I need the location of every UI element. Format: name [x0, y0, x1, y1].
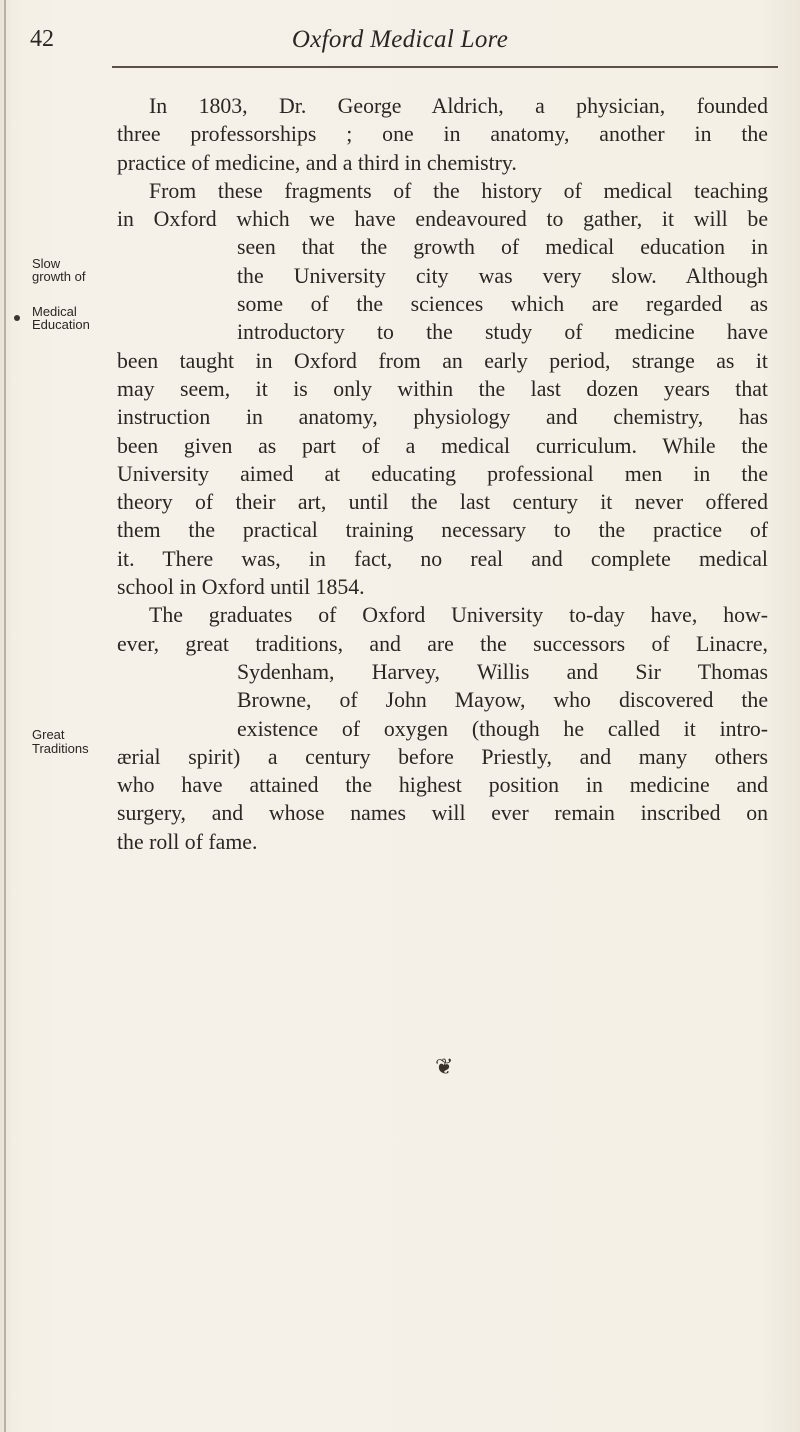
body-text	[117, 92, 768, 856]
text-line: school in Oxford until 1854.	[117, 575, 365, 600]
text-line: ever, great traditions, and are the successors of Linacre,	[117, 631, 768, 656]
text-line: Sydenham, Harvey, Willis and Sir Thomas	[237, 659, 768, 684]
text-line: existence of oxygen (though he called it intro-	[237, 716, 768, 741]
page-header	[0, 10, 800, 62]
text-line: three professorships ; one in anatomy, another in the	[117, 122, 768, 147]
text-line: ærial spirit) a century before Priestly, and many others	[117, 744, 768, 769]
sidenote-line: Great	[32, 727, 65, 742]
text-line: seen that the growth of medical education in	[237, 235, 768, 260]
sidenote-traditions	[32, 742, 89, 755]
sidenote-line: Medical	[32, 304, 77, 319]
sidenote-line: growth of	[32, 269, 86, 284]
header-rule	[112, 66, 778, 68]
text-line: Browne, of John Mayow, who discovered the	[237, 688, 768, 713]
sidenote-line: Slow	[32, 256, 61, 271]
sidenote-line: Education	[32, 317, 90, 332]
text-line: In 1803, Dr. George Aldrich, a physician, founded	[149, 94, 768, 118]
printer-ornament: ❦	[435, 1055, 454, 1080]
text-line: may seem, it is only within the last dozen years that	[117, 376, 768, 401]
text-line: surgery, and whose names will ever remain inscribed on	[117, 801, 768, 826]
text-line: introductory to the study of medicine have	[237, 320, 768, 345]
sidenote-line: Traditions	[32, 741, 89, 756]
text-line: theory of their art, until the last century it never offered	[117, 490, 768, 515]
sidenote-traditions	[32, 728, 65, 741]
sidenote-growth	[32, 318, 90, 331]
text-line: them the practical training necessary to the practice of	[117, 518, 768, 543]
text-line: been taught in Oxford from an early period, strange as it	[117, 348, 768, 373]
running-head: Oxford Medical Lore	[291, 26, 509, 53]
text-line: in Oxford which we have endeavoured to gather, it will be	[117, 207, 768, 232]
text-line: The graduates of Oxford University to-day have, how-	[149, 603, 768, 628]
text-line: the University city was very slow. Although	[237, 263, 768, 288]
text-line: who have attained the highest position in medicine and	[117, 773, 768, 798]
ink-speck	[14, 315, 20, 321]
text-line: instruction in anatomy, physiology and chemistry, has	[117, 405, 768, 430]
text-line: some of the sciences which are regarded as	[237, 292, 768, 317]
page-number: 42	[30, 26, 54, 52]
text-line: practice of medicine, and a third in chemistry.	[117, 150, 517, 175]
text-line: University aimed at educating professional men in the	[117, 461, 768, 486]
text-line: the roll of fame.	[117, 829, 258, 854]
text-line: it. There was, in fact, no real and complete medical	[117, 546, 768, 571]
text-line: From these fragments of the history of medical teaching	[149, 178, 768, 203]
sidenote-growth	[32, 270, 85, 283]
page-spine-edge	[4, 0, 6, 1432]
text-line: been given as part of a medical curriculum. While the	[117, 433, 768, 458]
